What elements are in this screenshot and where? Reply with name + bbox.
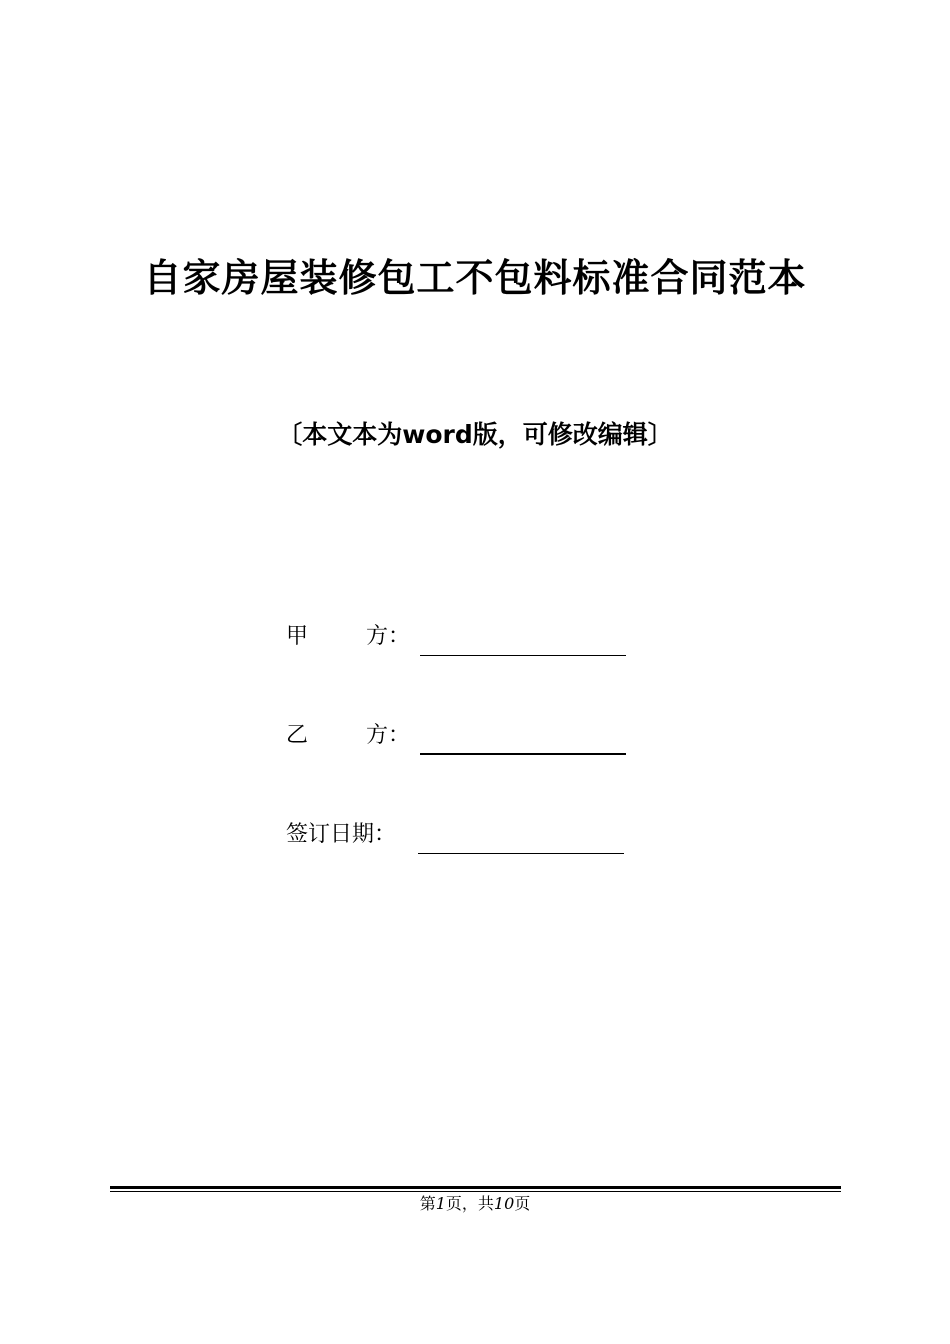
page-prefix: 第 xyxy=(419,1194,436,1213)
page-total: 10 xyxy=(493,1194,515,1213)
party-a-label xyxy=(286,617,410,657)
party-a-blank-line[interactable] xyxy=(420,655,626,656)
page-suffix: 页 xyxy=(514,1194,531,1213)
party-b-label-char-1: 乙 xyxy=(286,723,309,748)
page-number xyxy=(0,1192,950,1216)
party-a-label-char-1: 甲 xyxy=(286,624,309,649)
party-b-label xyxy=(286,716,410,756)
footer-rule-thick xyxy=(110,1186,841,1189)
party-b-label-char-2: 方： xyxy=(365,723,410,748)
party-b-blank-line[interactable] xyxy=(420,753,626,755)
document-title: 自家房屋装修包工不包料标准合同范本 xyxy=(143,256,807,300)
document-subtitle: 〔本文本为word版，可修改编辑〕 xyxy=(277,420,673,449)
signing-date-blank-line[interactable] xyxy=(418,853,624,854)
party-a-label-char-2: 方： xyxy=(365,624,410,649)
page-middle: 页，共 xyxy=(445,1194,494,1213)
page-current: 1 xyxy=(435,1194,446,1213)
signing-date-label: 签订日期： xyxy=(286,822,397,847)
